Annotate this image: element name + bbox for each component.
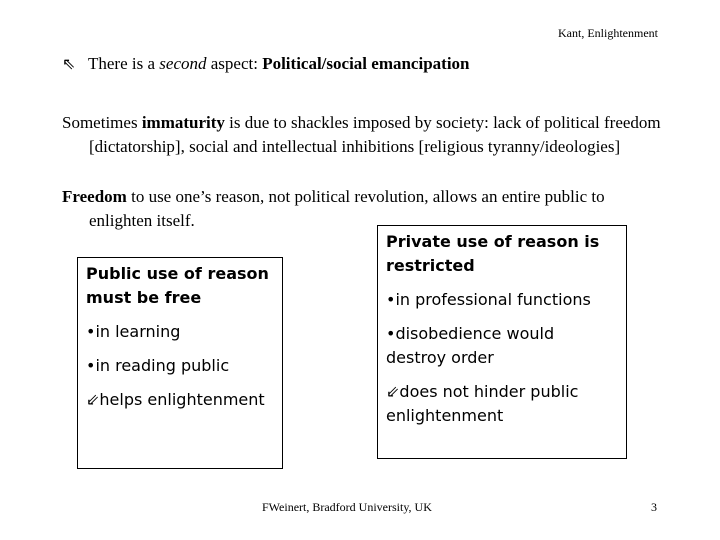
paragraph-immaturity xyxy=(62,111,669,159)
bullet-bold: Political/social emancipation xyxy=(262,54,470,73)
private-box-item-text: does not hinder public enlightenment xyxy=(386,382,579,425)
page-number: 3 xyxy=(651,500,657,514)
private-box-title: Private use of reason is restricted xyxy=(386,232,600,275)
public-box-item: •in reading public xyxy=(86,356,230,375)
slide-header: Kant, Enlightenment xyxy=(558,26,658,40)
para2-bold: Freedom xyxy=(62,187,127,206)
arrow-down-left-icon: ⇙ xyxy=(386,382,400,401)
private-use-box xyxy=(377,225,627,459)
public-box-title: Public use of reason must be free xyxy=(86,264,269,307)
public-box-item xyxy=(86,388,274,412)
private-box-item: •disobedience would destroy order xyxy=(386,324,555,367)
bullet-prefix: There is a xyxy=(88,54,160,73)
public-box-item-text: helps enlightenment xyxy=(99,390,265,409)
para1-start: Sometimes xyxy=(62,113,142,132)
public-use-box xyxy=(77,257,283,469)
bullet-middle: aspect: xyxy=(206,54,263,73)
slide-footer: FWeinert, Bradford University, UK xyxy=(262,500,432,514)
arrow-down-left-icon: ⇙ xyxy=(86,390,100,409)
bullet-line xyxy=(62,54,470,74)
para1-bold: immaturity xyxy=(141,113,225,132)
public-box-item: •in learning xyxy=(86,322,181,341)
bullet-emphasis: second xyxy=(159,54,207,73)
para1-rest: is due to shackles imposed by society: lack of political freedom [dictatorship], social and intellectual inhibitions [religious tyranny/ideologies] xyxy=(89,113,661,156)
private-box-item: •in professional functions xyxy=(386,290,591,309)
private-box-item xyxy=(386,380,618,428)
arrow-up-left-icon: ⇖ xyxy=(62,54,76,73)
para2-rest: to use one’s reason, not political revolution, allows an entire public to enlighten itself. xyxy=(89,187,605,230)
